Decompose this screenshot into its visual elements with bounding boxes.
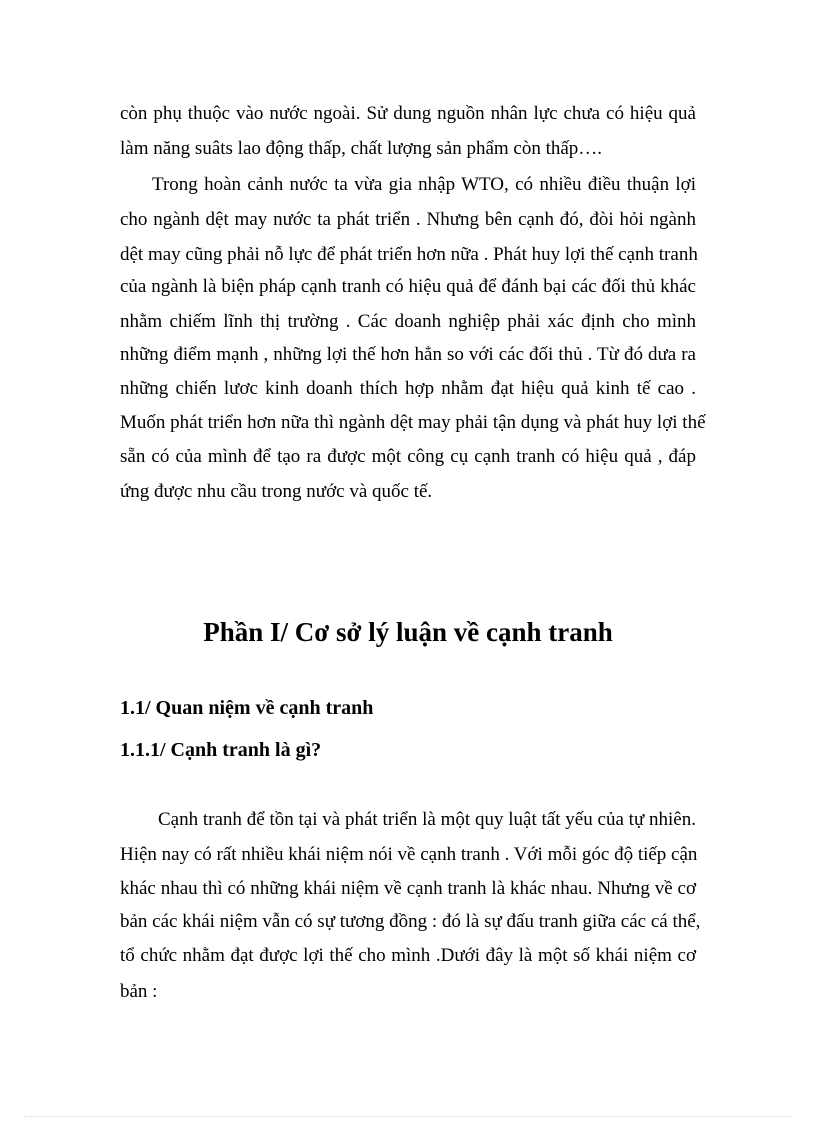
paragraph-3-line-2: Hiện nay có rất nhiều khái niệm nói về cạnh tranh . Với mỗi góc độ tiếp cận bbox=[120, 844, 698, 865]
paragraph-2-line-7: những chiến lươc kinh doanh thích hợp nhằm đạt hiệu quả kinh tế cao . bbox=[120, 378, 696, 399]
paragraph-2-line-3: dệt may cũng phải nỗ lực để phát triển hơn nữa . Phát huy lợi thế cạnh tranh bbox=[120, 244, 698, 265]
paragraph-1-line-1: còn phụ thuộc vào nước ngoài. Sử dung nguồn nhân lực chưa có hiệu quả bbox=[120, 103, 696, 124]
paragraph-2-line-5: nhằm chiếm lĩnh thị trường . Các doanh nghiệp phải xác định cho mình bbox=[120, 311, 696, 332]
paragraph-3-line-4: bản các khái niệm vẫn có sự tương đồng : đó là sự đấu tranh giữa các cá thể, bbox=[120, 911, 701, 932]
paragraph-3-line-3: khác nhau thì có những khái niệm về cạnh tranh là khác nhau. Nhưng về cơ bbox=[120, 878, 696, 899]
paragraph-2-line-10: ứng được nhu cầu trong nước và quốc tế. bbox=[120, 481, 433, 502]
paragraph-3-line-6: bản : bbox=[120, 981, 158, 1002]
paragraph-2-line-9: sẵn có của mình để tạo ra được một công cụ cạnh tranh có hiệu quả , đáp bbox=[120, 446, 696, 467]
paragraph-2-line-1: Trong hoàn cảnh nước ta vừa gia nhập WTO, có nhiều điều thuận lợi bbox=[152, 174, 696, 195]
paragraph-3-line-5: tổ chức nhằm đạt được lợi thế cho mình .Dưới đây là một số khái niệm cơ bbox=[120, 945, 696, 966]
paragraph-3-line-1: Cạnh tranh để tồn tại và phát triển là một quy luật tất yếu của tự nhiên. bbox=[158, 809, 696, 830]
paragraph-2-line-6: những điểm mạnh , những lợi thế hơn hẳn so với các đối thủ . Từ đó dưa ra bbox=[120, 344, 696, 365]
paragraph-2-line-2: cho ngành dệt may nước ta phát triển . Nhưng bên cạnh đó, đòi hỏi ngành bbox=[120, 209, 696, 230]
paragraph-2-line-4: của ngành là biện pháp cạnh tranh có hiệu quả để đánh bại các đối thủ khác bbox=[120, 276, 696, 297]
heading-1-1: 1.1/ Quan niệm về cạnh tranh bbox=[120, 697, 374, 719]
paragraph-1-line-2: làm năng suâts lao động thấp, chất lượng sản phẩm còn thấp…. bbox=[120, 138, 603, 159]
page-bottom-divider bbox=[24, 1116, 792, 1117]
heading-1-1-1: 1.1.1/ Cạnh tranh là gì? bbox=[120, 739, 322, 761]
part-title: Phần I/ Cơ sở lý luận về cạnh tranh bbox=[203, 617, 613, 647]
paragraph-2-line-8: Muốn phát triển hơn nữa thì ngành dệt may phải tận dụng và phát huy lợi thế bbox=[120, 412, 706, 433]
